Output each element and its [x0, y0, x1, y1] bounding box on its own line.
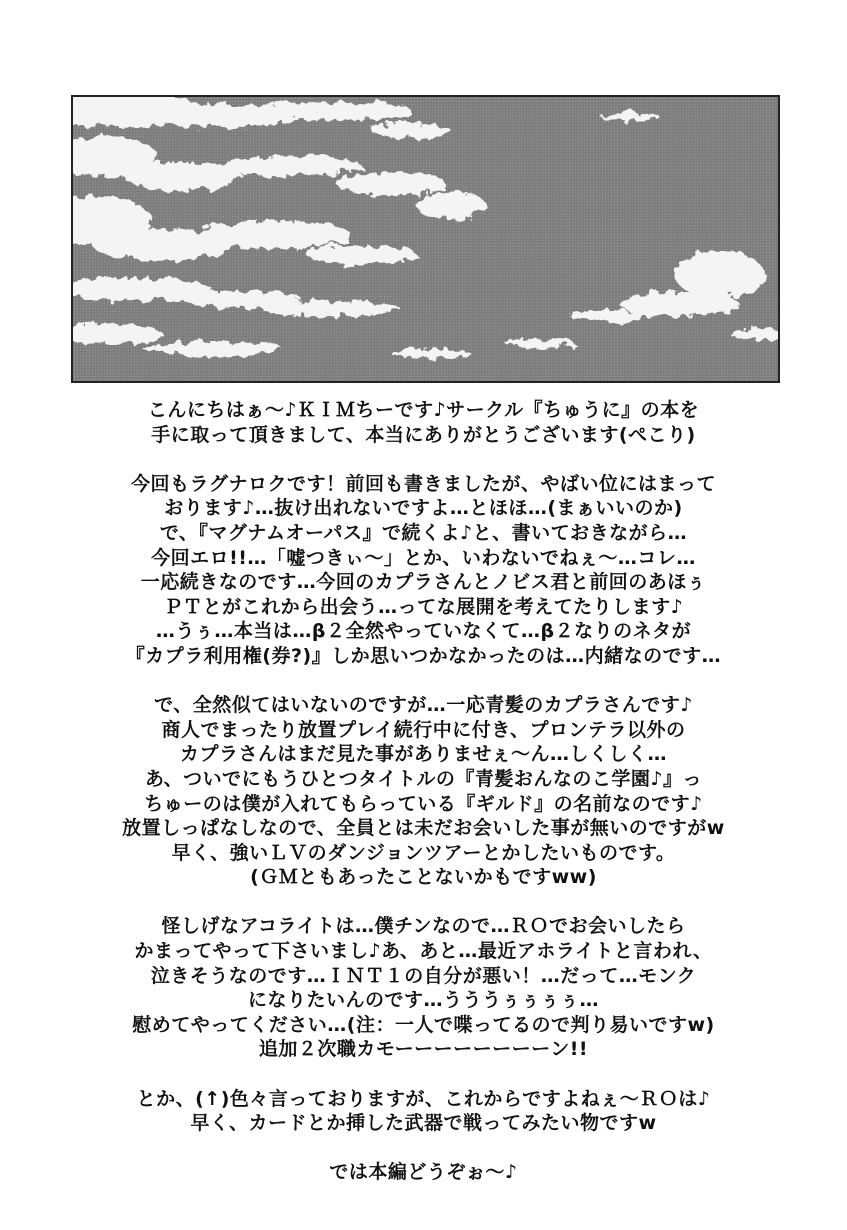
text-line: で、全然似てはいないのですが…一応青髪のカプラさんです♪ — [154, 694, 693, 717]
text-line: 早く、カードとか挿した武器で戦ってみたい物ですw — [190, 1112, 657, 1135]
text-line: 今回エロ!!…「嘘つきぃ～」とか、いわないでねぇ～…コレ… — [151, 546, 696, 569]
text-line: 慰めてやってください…(注：一人で喋ってるので判り易いですw) — [132, 1013, 715, 1036]
sky-illustration — [71, 95, 780, 383]
text-line: 放置しっぱなしなので、全員とは未だお会いした事が無いのですがw — [122, 817, 725, 840]
text-line: こんにちはぁ～♪ＫＩＭちーです♪サークル『ちゅうに』の本を — [147, 399, 700, 421]
text-line: 早く、強いＬＶのダンジョンツアーとかしたいものです。 — [171, 841, 676, 864]
closing-line: では本編どうぞぉ～♪ — [329, 1161, 518, 1184]
text-line: あ、ついでにもうひとつタイトルの『青髪おんなのこ学園♪』っ — [144, 767, 703, 790]
text-line: 一応続きなのです…今回のカプラさんとノビス君と前回のあほぅ — [140, 571, 707, 594]
paragraph-gap — [40, 1136, 807, 1161]
text-line: …うぅ…本当は…β２全然やっていなくて…β２なりのネタが — [155, 620, 692, 643]
paragraph-greeting — [40, 398, 807, 447]
text-line: 今回もラグナロクです！前回も書きましたが、やばい位にはまって — [130, 472, 716, 495]
paragraph-gap — [40, 447, 807, 472]
afterword-text — [40, 398, 807, 1185]
paragraph-ragnarok — [40, 472, 807, 669]
text-line: 商人でまったり放置プレイ続行中に付き、プロンテラ以外の — [161, 718, 686, 741]
paragraph-gap — [40, 1062, 807, 1087]
text-line: とか、(↑)色々言っておりますが、これからですよねぇ～ＲＯは♪ — [136, 1087, 711, 1110]
text-line: 手に取って頂きまして、本当にありがとうございます(ぺこり) — [151, 423, 696, 446]
paragraph-future — [40, 1087, 807, 1136]
text-line: で、『マグナムオーパス』で続くよ♪と、書いておきながら… — [159, 521, 688, 544]
text-line: (ＧＭともあったことないかもですww) — [250, 866, 597, 889]
paragraph-acolyte — [40, 914, 807, 1062]
paragraph-gap — [40, 890, 807, 915]
text-line: 『カプラ利用権(券?)』しか思いつかなかったのは…内緒なのです… — [125, 644, 722, 667]
text-line: おります♪…抜け出れないですよ…とほほ…(まぁいいのか) — [164, 497, 683, 520]
text-line: ＰＴとがこれから出会う…ってな展開を考えてたりします♪ — [163, 595, 684, 618]
text-line: になりたいんのです…うううぅぅぅぅ… — [247, 989, 599, 1012]
text-line: カプラさんはまだ見た事がありませぇ～ん…しくしく… — [179, 743, 668, 766]
paragraph-gap — [40, 669, 807, 694]
text-line: 追加２次職カモーーーーーーーーン!! — [258, 1038, 589, 1061]
cloud-drawing — [73, 97, 778, 381]
paragraph-kafra — [40, 693, 807, 890]
text-line: ちゅーのは僕が入れてもらっている『ギルド』の名前なのです♪ — [144, 792, 703, 815]
text-line: 泣きそうなのです…ＩＮＴ１の自分が悪い！…だって…モンク — [150, 964, 697, 987]
text-line: かまってやって下さいまし♪あ、あと…最近アホライトと言われ、 — [134, 940, 713, 963]
text-line: 怪しげなアコライトは…僕チンなので…ＲＯでお会いしたら — [161, 915, 686, 938]
